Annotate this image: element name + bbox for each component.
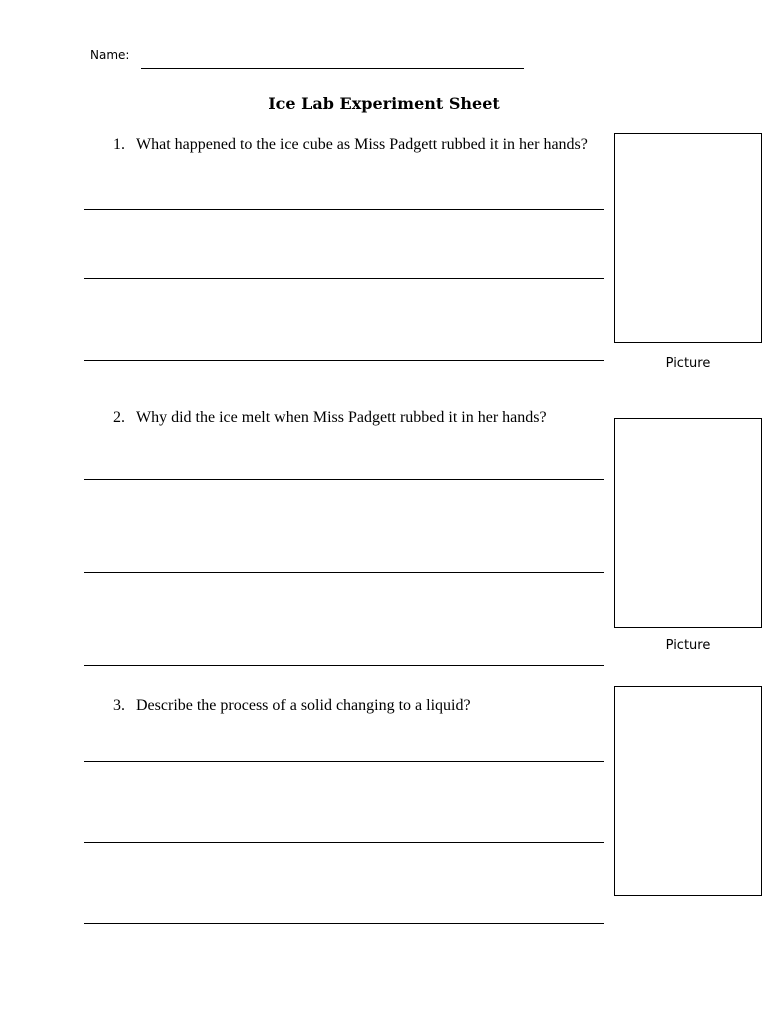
name-label: Name:: [90, 48, 130, 62]
page-title: Ice Lab Experiment Sheet: [268, 94, 500, 113]
answer-line[interactable]: [84, 479, 604, 480]
question-text: What happened to the ice cube as Miss Padgett rubbed it in her hands?: [136, 136, 588, 153]
picture-box[interactable]: [614, 418, 762, 628]
picture-label: Picture: [665, 638, 711, 653]
picture-label: Picture: [665, 356, 711, 371]
name-field[interactable]: [141, 68, 524, 69]
question-number: 2.: [113, 409, 125, 426]
question-text: Describe the process of a solid changing to a liquid?: [136, 697, 471, 714]
answer-line[interactable]: [84, 360, 604, 361]
question-3: [113, 695, 593, 716]
question-1: [113, 134, 593, 155]
question-number: 1.: [113, 136, 125, 153]
question-text: Why did the ice melt when Miss Padgett rubbed it in her hands?: [136, 409, 547, 426]
answer-line[interactable]: [84, 209, 604, 210]
answer-line[interactable]: [84, 665, 604, 666]
answer-line[interactable]: [84, 572, 604, 573]
answer-line[interactable]: [84, 923, 604, 924]
picture-box[interactable]: [614, 686, 762, 896]
picture-box[interactable]: [614, 133, 762, 343]
question-number: 3.: [113, 697, 125, 714]
answer-line[interactable]: [84, 761, 604, 762]
answer-line[interactable]: [84, 278, 604, 279]
question-2: [113, 407, 593, 428]
answer-line[interactable]: [84, 842, 604, 843]
